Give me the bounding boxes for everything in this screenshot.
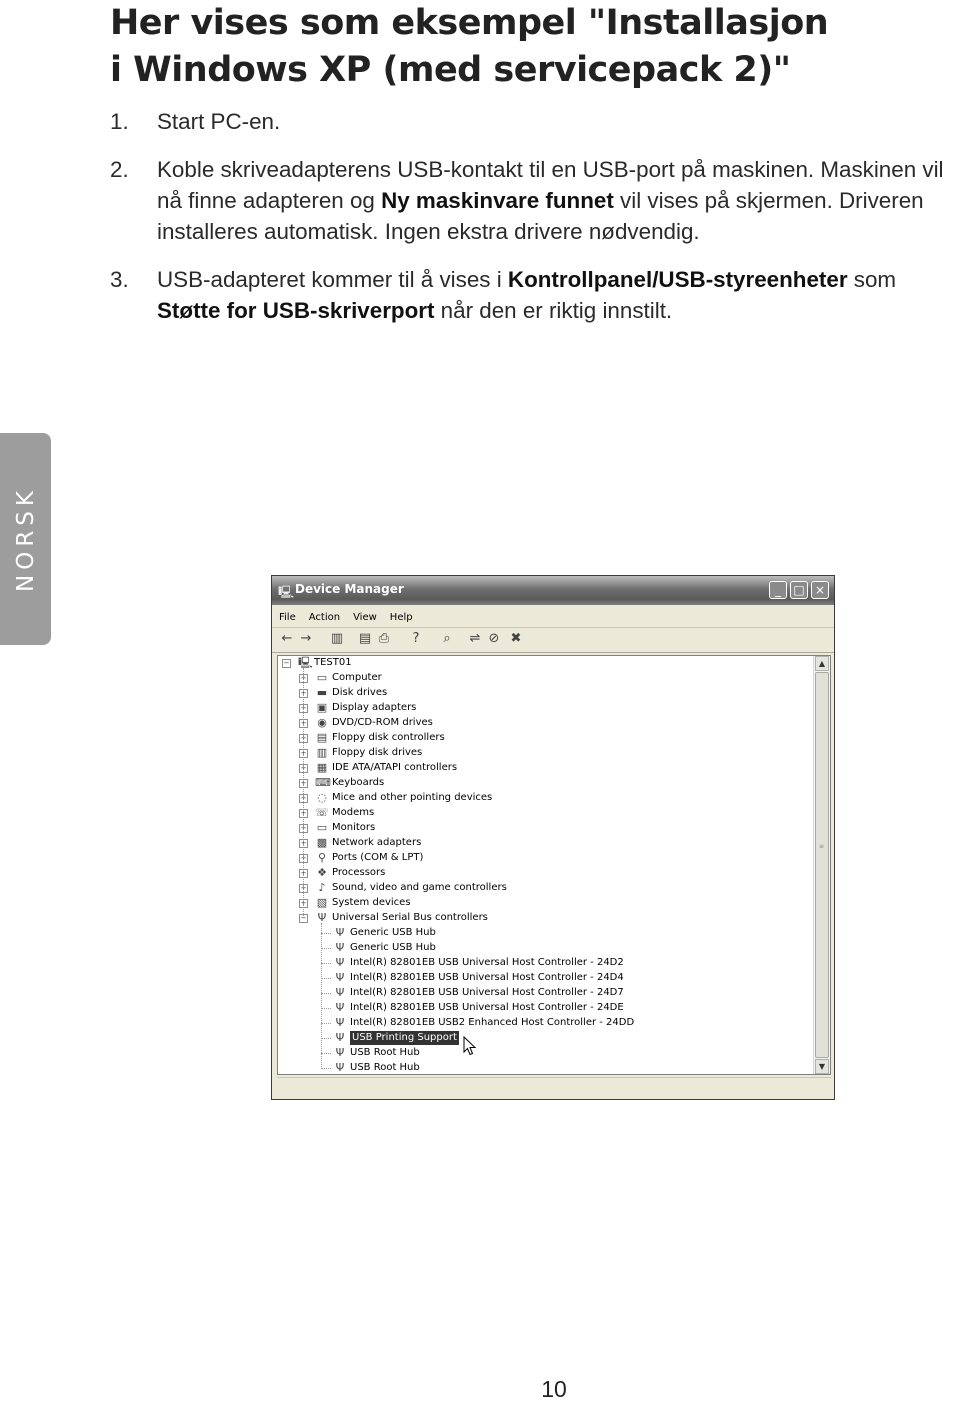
tree-node-label: Processors [332,867,386,878]
tree-node[interactable] [278,776,808,790]
menu-file[interactable]: File [279,612,296,623]
tree-node-label: Intel(R) 82801EB USB Universal Host Controller - 24D7 [350,987,624,998]
tree-connector [321,1023,331,1024]
tree-node[interactable] [278,881,808,895]
keyboard-icon: ⌨ [315,776,331,789]
tree-node-label: Floppy disk drives [332,747,423,758]
tree-node-label: Disk drives [332,687,388,698]
page-number: 10 [541,1376,567,1402]
tree-node-label: Universal Serial Bus controllers [332,912,488,923]
monitor-icon: ▭ [316,821,328,834]
tree-node[interactable] [278,791,808,805]
device-manager-window [271,575,835,1100]
tree-node-label: Keyboards [332,777,385,788]
port-icon: ⚲ [317,851,327,864]
display-adapter-icon: ▣ [316,701,328,714]
usb-device-icon: Ψ [335,971,345,984]
step-text: som [847,267,897,292]
tree-connector [321,1053,331,1054]
forward-arrow-icon[interactable]: → [300,631,312,646]
uninstall-device-icon[interactable]: ✖ [510,631,522,646]
language-label: NORSK [12,486,39,592]
instruction-steps [110,106,960,343]
update-driver-icon[interactable]: ⇌ [469,631,481,646]
tree-node-label: Intel(R) 82801EB USB Universal Host Controller - 24D2 [350,957,624,968]
tree-connector [321,963,331,964]
ide-controller-icon: ▦ [316,761,328,774]
menu-view[interactable]: View [353,612,377,623]
usb-device-icon: Ψ [335,1001,345,1014]
floppy-drive-icon: ▥ [316,746,328,759]
show-hide-tree-icon[interactable]: ▥ [330,631,344,646]
collapse-icon[interactable]: − [300,914,307,922]
menu-bar [272,605,834,628]
tree-connector [321,1038,331,1039]
tree-node-label: Intel(R) 82801EB USB Universal Host Controller - 24D4 [350,972,624,983]
usb-device-icon: Ψ [335,941,345,954]
tree-node[interactable] [278,761,808,775]
system-device-icon: ▧ [316,896,328,909]
step-text: Start PC-en. [157,109,281,134]
step-text: når den er riktig innstilt. [434,298,673,323]
expand-icon[interactable]: + [300,884,307,892]
expand-icon[interactable]: + [300,674,307,682]
tree-node-label: Modems [332,807,375,818]
usb-device-icon: Ψ [335,956,345,969]
tree-node[interactable] [278,671,808,685]
menu-action[interactable]: Action [308,612,341,623]
processor-icon: ❖ [317,866,327,879]
tree-connector [321,1068,331,1069]
tree-node-label: TEST01 [314,657,352,668]
usb-device-icon: Ψ [335,1016,345,1029]
scroll-up-button[interactable]: ▲ [815,656,829,671]
computer-icon: 🖳 [298,656,313,669]
window-titlebar[interactable] [272,576,834,605]
bold-text: Kontrollpanel/USB-styreenheter [507,267,848,292]
tree-node[interactable] [278,821,808,835]
window-title: Device Manager [295,582,404,596]
tree-node[interactable] [278,701,808,715]
tree-node-label: Display adapters [332,702,417,713]
tree-node[interactable] [278,971,808,985]
bold-text: Ny maskinvare funnet [381,188,614,213]
heading-line-2: i Windows XP (med servicepack 2)" [110,50,791,90]
usb-device-icon: Ψ [335,1046,345,1059]
tree-node[interactable] [278,1031,808,1045]
language-side-tab [0,433,51,645]
tree-node-label: USB Printing Support [352,1032,457,1043]
tree-node[interactable] [278,986,808,1000]
usb-device-icon: Ψ [335,1031,345,1044]
sound-icon: ♪ [318,881,326,894]
modem-icon: ☏ [315,806,329,819]
menu-help[interactable]: Help [389,612,413,623]
tree-node[interactable] [278,956,808,970]
close-button[interactable]: × [811,581,829,599]
tree-node-label: Ports (COM & LPT) [332,852,424,863]
expand-icon[interactable]: + [300,869,307,877]
expand-icon[interactable]: + [300,839,307,847]
minimize-button[interactable]: _ [769,581,787,599]
tree-node-label: Monitors [332,822,376,833]
expand-icon[interactable]: + [300,734,307,742]
usb-icon: Ψ [317,911,327,924]
step-2 [110,154,960,247]
tree-node[interactable] [278,1016,808,1030]
tree-connector [321,993,331,994]
expand-icon[interactable]: + [300,824,307,832]
scroll-down-button[interactable]: ▼ [815,1059,829,1074]
tree-node[interactable] [278,911,808,925]
tree-node[interactable] [278,1001,808,1015]
tree-node-label: USB Root Hub [350,1047,420,1058]
tree-node-label: Floppy disk controllers [332,732,445,743]
tree-node-label: System devices [332,897,411,908]
step-1 [110,106,960,137]
expand-icon[interactable]: + [300,764,307,772]
tree-connector [321,948,331,949]
tree-node[interactable] [278,926,808,940]
tree-node-label: Mice and other pointing devices [332,792,493,803]
heading-line-1: Her vises som eksempel "Installasjon [110,3,829,43]
step-number: 2. [110,157,129,182]
tree-node[interactable] [278,656,808,670]
step-number: 3. [110,267,129,292]
tree-node-label: IDE ATA/ATAPI controllers [332,762,458,773]
tree-node[interactable] [278,941,808,955]
vertical-scrollbar[interactable] [813,656,830,1074]
expand-icon[interactable]: + [300,899,307,907]
tree-node[interactable] [278,851,808,865]
tree-connector [321,933,331,934]
tree-connector [321,1008,331,1009]
tree-node[interactable] [278,731,808,745]
tree-node-label: DVD/CD-ROM drives [332,717,433,728]
disk-drive-icon: ▬ [316,686,328,699]
tree-node[interactable] [278,1061,808,1075]
scan-hardware-icon[interactable]: ⌕ [443,631,451,646]
tree-node-label: Network adapters [332,837,422,848]
expand-icon[interactable]: + [300,689,307,697]
usb-device-icon: Ψ [335,926,345,939]
device-tree-pane [277,655,831,1075]
expand-icon[interactable]: + [300,809,307,817]
tree-node-label: USB Root Hub [350,1062,420,1073]
help-icon[interactable]: ? [412,631,420,646]
expand-icon[interactable]: + [300,719,307,727]
properties-icon[interactable]: ▤ [358,631,372,646]
scroll-thumb[interactable] [815,672,829,1058]
tree-node[interactable] [278,686,808,700]
step-text: USB-adapteret kommer til å vises i [157,267,508,292]
maximize-button[interactable]: □ [790,581,808,599]
bold-text: Støtte for USB-skriverport [157,298,435,323]
tree-connector [321,923,322,1069]
expand-icon[interactable]: + [300,704,307,712]
tree-node[interactable] [278,746,808,760]
tree-node-label: Sound, video and game controllers [332,882,507,893]
tree-connector [321,978,331,979]
step-3 [110,264,960,326]
tree-node[interactable] [278,806,808,820]
scroll-grip: ≡ [819,843,825,850]
tree-node[interactable] [278,866,808,880]
tree-node[interactable] [278,716,808,730]
step-text: Koble skriveadapterens USB-kontakt til en USB-port på maskinen. Maskinen vil nå finne adapteren og [157,157,944,213]
step-text: vil vises på skjermen. Driveren installeres automatisk. Ingen ekstra drivere nødvendig. [157,188,924,244]
mouse-pointer-icon [463,1036,477,1056]
expand-icon[interactable]: + [300,749,307,757]
tree-node-label: Generic USB Hub [350,927,436,938]
expand-icon[interactable]: + [300,794,307,802]
status-bar [277,1077,831,1096]
device-manager-icon: 🖳 [278,585,295,599]
tree-node[interactable] [278,836,808,850]
floppy-controller-icon: ▤ [316,731,328,744]
back-arrow-icon[interactable]: ← [281,631,293,646]
usb-device-icon: Ψ [335,986,345,999]
expand-icon[interactable]: + [300,779,307,787]
tree-node[interactable] [278,1046,808,1060]
tree-node-label: Intel(R) 82801EB USB2 Enhanced Host Controller - 24DD [350,1017,635,1028]
disable-device-icon[interactable]: ⊘ [488,631,500,646]
expand-icon[interactable]: + [300,854,307,862]
tree-connector [303,668,304,918]
tree-node[interactable] [278,896,808,910]
usb-device-icon: Ψ [335,1061,345,1074]
collapse-icon[interactable]: − [283,659,290,667]
cd-drive-icon: ◉ [317,716,327,729]
page-heading [110,0,930,94]
computer-icon: ▭ [316,671,328,684]
step-number: 1. [110,109,129,134]
network-adapter-icon: ▩ [316,836,328,849]
toolbar [272,627,834,653]
print-icon[interactable]: ⎙ [378,631,390,646]
tree-node-label: Computer [332,672,382,683]
tree-node-label: Generic USB Hub [350,942,436,953]
mouse-icon: ◌ [317,791,327,804]
tree-node-label: Intel(R) 82801EB USB Universal Host Controller - 24DE [350,1002,624,1013]
